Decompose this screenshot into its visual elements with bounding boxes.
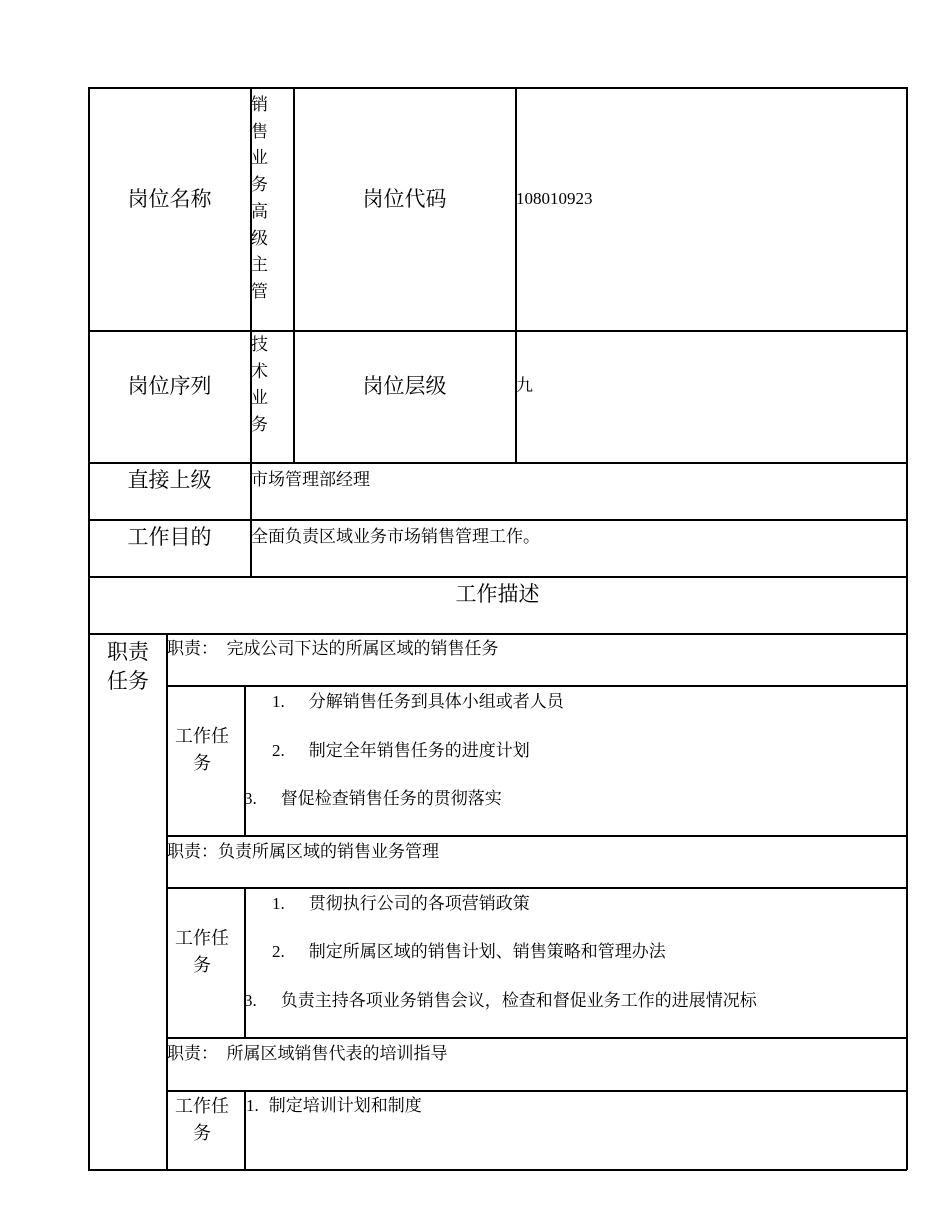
direct-superior-value: 市场管理部经理	[251, 470, 370, 489]
direct-superior-label: 直接上级	[127, 468, 212, 492]
task-text: 制定培训计划和制度	[268, 1096, 422, 1115]
task-number: 1.	[272, 894, 285, 913]
task-number: 3.	[244, 789, 257, 808]
duty-2-task-2	[272, 941, 666, 963]
task-number: 3.	[244, 991, 257, 1010]
work-description-title: 工作描述	[455, 582, 540, 606]
task-text: 制定所属区域的销售计划、销售策略和管理办法	[308, 942, 666, 961]
duty-1-title: 职责： 完成公司下达的所属区域的销售任务	[167, 639, 499, 658]
position-sequence-value: 技术业务	[251, 335, 268, 435]
duty-2-work-task-label: 工作任务	[175, 928, 229, 975]
position-code-label: 岗位代码	[362, 187, 447, 211]
duty-3-work-task-label: 工作任务	[175, 1096, 229, 1143]
position-name-label: 岗位名称	[127, 187, 212, 211]
work-purpose-label: 工作目的	[127, 525, 212, 549]
duty-1-task-2	[272, 740, 530, 762]
task-text: 贯彻执行公司的各项营销政策	[308, 894, 530, 913]
duty-2-title: 职责：负责所属区域的销售业务管理	[167, 842, 439, 861]
position-sequence-label: 岗位序列	[127, 374, 212, 398]
duty-3-title: 职责： 所属区域销售代表的培训指导	[167, 1044, 448, 1063]
task-number: 1.	[246, 1096, 259, 1115]
task-number: 2.	[272, 942, 285, 961]
task-number: 2.	[272, 741, 285, 760]
duty-3-task-1	[246, 1095, 422, 1117]
duties-label: 职责任务	[107, 640, 149, 693]
task-text: 分解销售任务到具体小组或者人员	[308, 692, 564, 711]
position-name-value: 销售业务高级主管	[251, 95, 268, 301]
position-level-label: 岗位层级	[362, 374, 447, 398]
duty-1-work-task-label: 工作任务	[175, 726, 229, 773]
work-purpose-value: 全面负责区域业务市场销售管理工作。	[251, 527, 540, 546]
task-number: 1.	[272, 692, 285, 711]
duty-2-task-3	[244, 990, 757, 1012]
task-text: 制定全年销售任务的进度计划	[308, 741, 530, 760]
task-text: 负责主持各项业务销售会议，检查和督促业务工作的进展情况标	[280, 991, 757, 1010]
position-code-value: 108010923	[516, 189, 593, 208]
task-text: 督促检查销售任务的贯彻落实	[280, 789, 502, 808]
duty-2-task-1	[272, 893, 530, 915]
duty-1-task-1	[272, 691, 564, 713]
position-level-value: 九	[516, 376, 533, 395]
duty-1-task-3	[244, 788, 502, 810]
